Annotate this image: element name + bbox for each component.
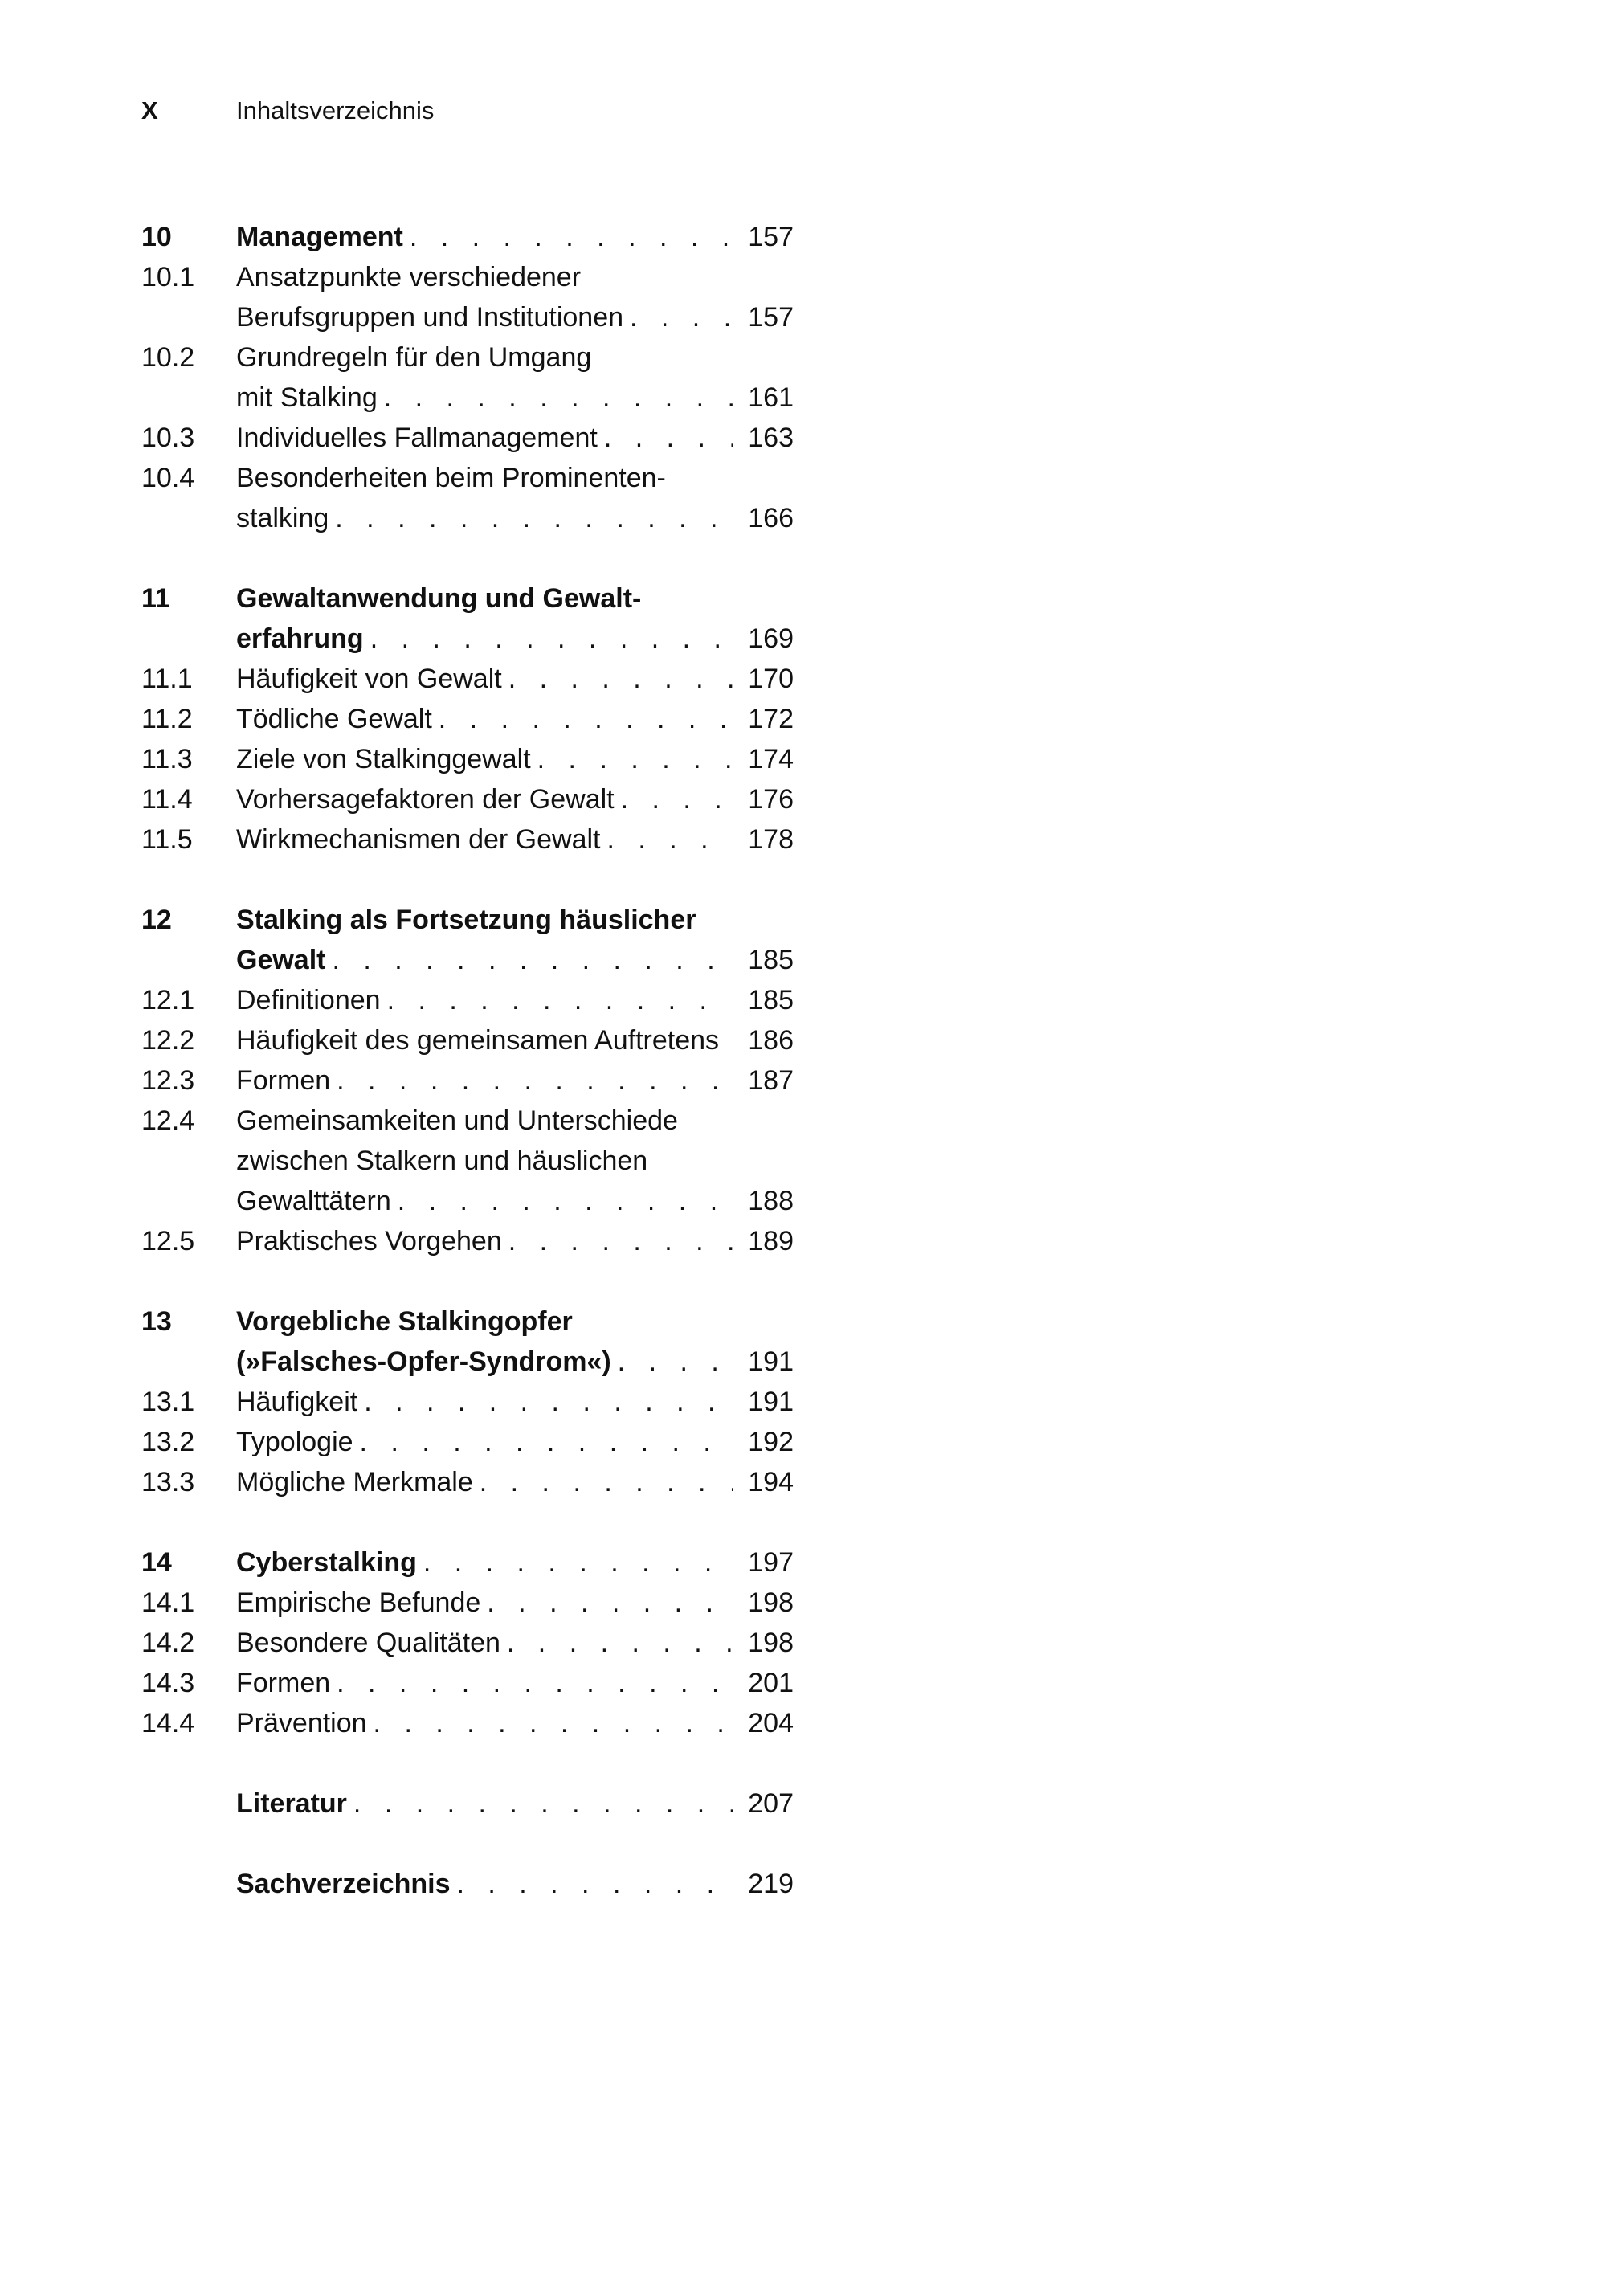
toc-entry-line	[141, 1542, 794, 1583]
toc-entry-line	[141, 418, 794, 458]
running-head	[141, 93, 434, 129]
dot-leader	[347, 1783, 733, 1824]
dot-leader	[417, 1542, 733, 1583]
dot-leader	[378, 378, 733, 418]
section-title: Prävention	[236, 1708, 367, 1738]
toc-chapter-entry[interactable]	[141, 900, 794, 980]
toc-section-entry[interactable]	[141, 1703, 794, 1743]
page-number-ref: 198	[748, 1587, 794, 1618]
section-number: 14.4	[141, 1708, 195, 1738]
section-number: 12.5	[141, 1226, 195, 1256]
toc-entry-line	[141, 1623, 794, 1663]
toc-section-entry[interactable]	[141, 1583, 794, 1623]
toc-chapter	[141, 1783, 794, 1824]
page-number-ref: 185	[748, 985, 794, 1015]
section-title: Tödliche Gewalt	[236, 704, 432, 734]
dot-leader	[531, 739, 733, 779]
toc-chapter-entry[interactable]	[141, 1783, 794, 1824]
page-number-ref: 174	[748, 744, 794, 774]
section-number: 11.4	[141, 784, 193, 815]
toc-entry-line	[141, 217, 794, 257]
chapter-title: (»Falsches-Opfer-Syndrom«)	[236, 1346, 611, 1377]
chapter-title: Gewaltanwendung und Gewalt-	[236, 583, 642, 614]
dot-leader	[403, 217, 733, 257]
toc-section-entry[interactable]	[141, 1382, 794, 1422]
chapter-number: 10	[141, 222, 172, 252]
chapter-title: Management	[236, 222, 403, 252]
section-number: 12.3	[141, 1065, 195, 1096]
dot-leader	[381, 980, 733, 1020]
toc-entry-line	[141, 1221, 794, 1261]
section-number: 11.3	[141, 744, 193, 774]
section-number: 13.3	[141, 1467, 195, 1497]
section-title: mit Stalking	[236, 382, 378, 413]
page-number-ref: 197	[748, 1547, 794, 1578]
toc-section-entry[interactable]	[141, 1462, 794, 1502]
toc-entry-line	[141, 1703, 794, 1743]
section-title: Wirkmechanismen der Gewalt	[236, 824, 601, 855]
toc-section-entry[interactable]	[141, 980, 794, 1020]
dot-leader	[615, 779, 733, 819]
toc-entry-line	[141, 1060, 794, 1101]
section-number: 11.5	[141, 824, 193, 855]
page-number-ref: 163	[748, 423, 794, 453]
toc-entry-line	[141, 458, 794, 498]
section-title: stalking	[236, 503, 329, 533]
dot-leader	[367, 1703, 733, 1743]
page-number-ref: 178	[748, 824, 794, 855]
section-title: Formen	[236, 1668, 331, 1698]
section-title: Häufigkeit von Gewalt	[236, 664, 502, 694]
toc-entry-line	[141, 619, 794, 659]
section-title: zwischen Stalkern und häuslichen	[236, 1146, 648, 1176]
page-number-ref: 207	[748, 1788, 794, 1819]
dot-leader	[600, 819, 733, 860]
toc-entry-line	[141, 659, 794, 699]
section-number: 12.4	[141, 1105, 195, 1136]
dot-leader	[502, 659, 733, 699]
toc-entry-line	[141, 980, 794, 1020]
dot-leader	[480, 1583, 733, 1623]
page-number-ref: 192	[748, 1427, 794, 1457]
toc-entry-line	[141, 1342, 794, 1382]
page-number-ref: 157	[748, 302, 794, 333]
toc-section-entry[interactable]	[141, 1623, 794, 1663]
toc-entry-line	[141, 257, 794, 297]
section-title: Häufigkeit des gemeinsamen Auftretens	[236, 1025, 720, 1056]
toc-section-entry[interactable]	[141, 1663, 794, 1703]
section-title: Besondere Qualitäten	[236, 1628, 500, 1658]
toc-section-entry[interactable]	[141, 418, 794, 458]
section-number: 11.1	[141, 664, 193, 694]
page-number-ref: 188	[748, 1186, 794, 1216]
toc-entry-line	[141, 940, 794, 980]
dot-leader	[502, 1221, 733, 1261]
toc-entry-line	[141, 819, 794, 860]
toc-entry-line	[141, 779, 794, 819]
toc-entry-line	[141, 1422, 794, 1462]
section-number: 12.1	[141, 985, 195, 1015]
toc-entry-line	[141, 1462, 794, 1502]
section-title: Ziele von Stalkinggewalt	[236, 744, 531, 774]
page-number-ref: 172	[748, 704, 794, 734]
chapter-number: 12	[141, 905, 172, 935]
section-title: Besonderheiten beim Prominenten-	[236, 463, 666, 493]
section-number: 14.1	[141, 1587, 195, 1618]
toc-section-entry[interactable]	[141, 1020, 794, 1060]
toc-section-entry[interactable]	[141, 819, 794, 860]
toc-entry-line	[141, 1020, 794, 1060]
section-number: 10.4	[141, 463, 195, 493]
page-number-ref: 161	[748, 382, 794, 413]
page-number-ref: 194	[748, 1467, 794, 1497]
section-number: 11.2	[141, 704, 193, 734]
dot-leader	[364, 619, 733, 659]
toc-entry-line	[141, 1864, 794, 1904]
dot-leader	[611, 1342, 733, 1382]
chapter-title: Gewalt	[236, 945, 326, 975]
toc-section-entry[interactable]	[141, 458, 794, 538]
page-number-ref: 187	[748, 1065, 794, 1096]
toc-entry-line	[141, 1301, 794, 1342]
page-number-ref: 189	[748, 1226, 794, 1256]
dot-leader	[598, 418, 733, 458]
toc-section-entry[interactable]	[141, 659, 794, 699]
section-number: 14.3	[141, 1668, 195, 1698]
chapter-title: Sachverzeichnis	[236, 1869, 451, 1899]
toc-section-entry[interactable]	[141, 1060, 794, 1101]
section-title: Ansatzpunkte verschiedener	[236, 262, 582, 292]
page-number: X	[141, 96, 158, 125]
dot-leader	[357, 1382, 733, 1422]
toc-entry-line	[141, 578, 794, 619]
page-number-ref: 169	[748, 623, 794, 654]
page-number-ref: 198	[748, 1628, 794, 1658]
chapter-title: Cyberstalking	[236, 1547, 417, 1578]
dot-leader	[432, 699, 733, 739]
page-number-ref: 201	[748, 1668, 794, 1698]
toc-section-entry[interactable]	[141, 1221, 794, 1261]
section-title: Praktisches Vorgehen	[236, 1226, 502, 1256]
toc-entry-line	[141, 297, 794, 337]
table-of-contents	[141, 217, 794, 1944]
toc-chapter-entry[interactable]	[141, 1864, 794, 1904]
dot-leader	[329, 498, 733, 538]
toc-chapter-entry[interactable]	[141, 1542, 794, 1583]
page-number-ref: 157	[748, 222, 794, 252]
page-number-ref: 185	[748, 945, 794, 975]
toc-entry-line	[141, 1101, 794, 1141]
toc-entry-line	[141, 1583, 794, 1623]
toc-chapter-entry[interactable]	[141, 217, 794, 257]
toc-entry-line	[141, 337, 794, 378]
toc-entry-line	[141, 699, 794, 739]
toc-chapter-entry[interactable]	[141, 1301, 794, 1382]
chapter-number: 11	[141, 583, 170, 614]
dot-leader	[391, 1181, 733, 1221]
toc-entry-line	[141, 1783, 794, 1824]
section-title: Mögliche Merkmale	[236, 1467, 473, 1497]
section-title: Vorhersagefaktoren der Gewalt	[236, 784, 615, 815]
toc-section-entry[interactable]	[141, 1101, 794, 1221]
toc-chapter	[141, 900, 794, 1261]
page-number-ref: 166	[748, 503, 794, 533]
toc-section-entry[interactable]	[141, 337, 794, 418]
page-number-ref: 204	[748, 1708, 794, 1738]
toc-chapter	[141, 1864, 794, 1904]
toc-entry-line	[141, 900, 794, 940]
chapter-number: 13	[141, 1306, 172, 1337]
section-title: Häufigkeit	[236, 1387, 358, 1417]
running-title: Inhaltsverzeichnis	[236, 96, 435, 125]
section-number: 10.2	[141, 342, 195, 373]
page-number-ref: 191	[748, 1346, 794, 1377]
toc-entry-line	[141, 1141, 794, 1181]
section-title: Berufsgruppen und Institutionen	[236, 302, 624, 333]
toc-chapter-entry[interactable]	[141, 578, 794, 659]
dot-leader	[353, 1422, 733, 1462]
toc-entry-line	[141, 1181, 794, 1221]
section-title: Grundregeln für den Umgang	[236, 342, 592, 373]
section-number: 10.1	[141, 262, 195, 292]
toc-chapter	[141, 1542, 794, 1743]
section-title: Definitionen	[236, 985, 381, 1015]
section-title: Formen	[236, 1065, 331, 1096]
toc-chapter	[141, 217, 794, 538]
toc-entry-line	[141, 739, 794, 779]
section-title: Empirische Befunde	[236, 1587, 481, 1618]
toc-entry-line	[141, 1382, 794, 1422]
section-title: Gewalttätern	[236, 1186, 391, 1216]
dot-leader	[500, 1623, 733, 1663]
toc-section-entry[interactable]	[141, 739, 794, 779]
toc-chapter	[141, 578, 794, 860]
page-number-ref: 191	[748, 1387, 794, 1417]
toc-entry-line	[141, 1663, 794, 1703]
dot-leader	[330, 1060, 733, 1101]
page-number-ref: 219	[748, 1869, 794, 1899]
dot-leader	[330, 1663, 733, 1703]
section-title: Gemeinsamkeiten und Unterschiede	[236, 1105, 678, 1136]
toc-section-entry[interactable]	[141, 779, 794, 819]
chapter-number: 14	[141, 1547, 172, 1578]
section-number: 14.2	[141, 1628, 195, 1658]
page-number-ref: 186	[748, 1025, 794, 1056]
toc-section-entry[interactable]	[141, 257, 794, 337]
toc-entry-line	[141, 498, 794, 538]
chapter-title: Vorgebliche Stalkingopfer	[236, 1306, 573, 1337]
dot-leader	[450, 1864, 733, 1904]
toc-entry-line	[141, 378, 794, 418]
section-number: 12.2	[141, 1025, 195, 1056]
dot-leader	[623, 297, 733, 337]
page-number-ref: 170	[748, 664, 794, 694]
page-number-ref: 176	[748, 784, 794, 815]
chapter-title: erfahrung	[236, 623, 364, 654]
chapter-title: Stalking als Fortsetzung häuslicher	[236, 905, 696, 935]
dot-leader	[325, 940, 733, 980]
toc-chapter	[141, 1301, 794, 1502]
toc-section-entry[interactable]	[141, 1422, 794, 1462]
section-number: 10.3	[141, 423, 195, 453]
dot-leader	[473, 1462, 733, 1502]
section-title: Individuelles Fallmanagement	[236, 423, 598, 453]
chapter-title: Literatur	[236, 1788, 347, 1819]
section-number: 13.1	[141, 1387, 195, 1417]
toc-section-entry[interactable]	[141, 699, 794, 739]
section-number: 13.2	[141, 1427, 195, 1457]
section-title: Typologie	[236, 1427, 353, 1457]
